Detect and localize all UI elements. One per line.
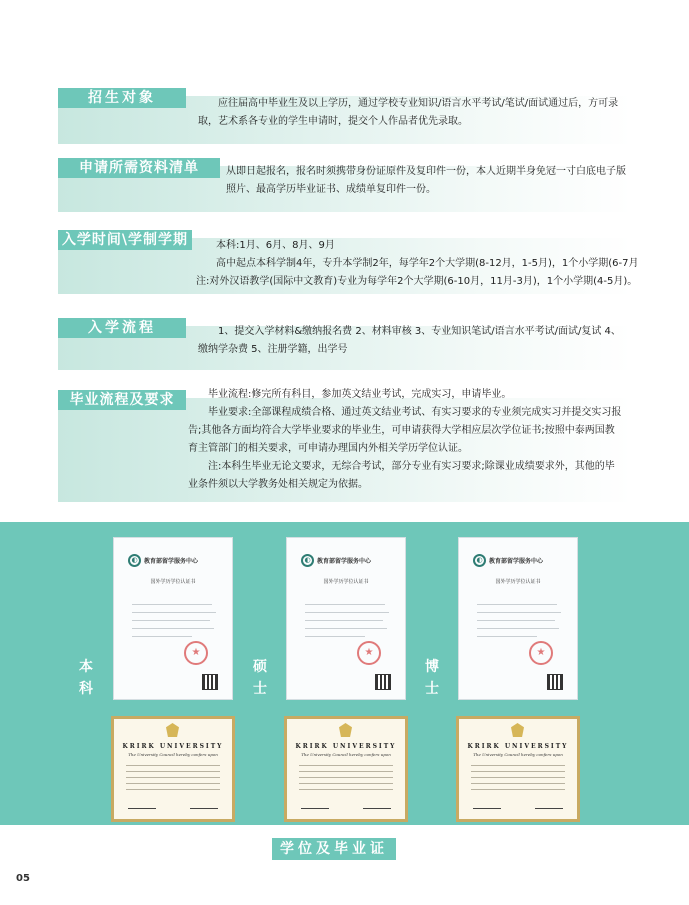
- crest-icon: [339, 723, 352, 737]
- section-enrollment-time: [58, 230, 639, 294]
- section-label: 招生对象: [58, 88, 186, 108]
- paragraph: 应往届高中毕业生及以上学历，通过学校专业知识/语言水平考试/笔试/面试通过后，方可录取，艺术系各专业的学生申请时，提交个人作品者优先录取。: [198, 98, 619, 127]
- signature-icon: [535, 808, 563, 809]
- section-label: 申请所需资料清单: [58, 158, 220, 178]
- section-body: [198, 323, 624, 359]
- section-label: 入学时间\学制学期: [58, 230, 192, 250]
- paragraph: 1、提交入学材料&缴纳报名费 2、材料审核 3、专业知识笔试/语言水平考试/面试/复试 4、缴纳学杂费 5、注册学籍，出学号: [198, 326, 621, 355]
- qr-code-icon: [375, 674, 391, 690]
- section-label: 毕业流程及要求: [58, 390, 186, 410]
- certificate-image: [458, 537, 578, 700]
- seal-icon: ★: [184, 641, 208, 665]
- paragraph: 注:本科生毕业无论文要求，无综合考试，部分专业有实习要求;除课业成绩要求外，其他的毕业条件须以大学教务处相关规定为依据。: [188, 461, 615, 490]
- diploma-tagline: The University Council hereby confers upon: [301, 752, 391, 757]
- degree-label-bachelor: 本 科: [79, 659, 93, 697]
- diploma-image: [111, 716, 235, 822]
- section-body: [188, 386, 622, 494]
- certificate-title: 国外学历学位认证书: [495, 579, 541, 585]
- paragraph: 毕业要求:全部课程成绩合格、通过英文结业考试、有实习要求的专业须完成实习并提交实习报告;其他各方面均符合大学毕业要求的毕业生，可申请获得大学相应层次学位证书;按照中泰两国教育主管部门的相关要求，可申请办理国内外相关学历学位认证。: [188, 407, 622, 454]
- section-body: [196, 237, 639, 291]
- footer-title: 学位及毕业证书: [272, 838, 396, 860]
- seal-icon: ★: [357, 641, 381, 665]
- signature-icon: [473, 808, 501, 809]
- signature-icon: [301, 808, 329, 809]
- crest-icon: [511, 723, 524, 737]
- certificate-image: [286, 537, 406, 700]
- section-required-materials: [58, 158, 632, 212]
- certificate-image: [113, 537, 233, 700]
- certificate-title: 国外学历学位认证书: [150, 579, 196, 585]
- diploma-university: KRIRK UNIVERSITY: [122, 743, 224, 750]
- paragraph: 高中起点本科学制4年，专升本学制2年，每学年2个大学期(8-12月，1-5月)，1个小学期(6-7月: [216, 258, 639, 269]
- diploma-image: [456, 716, 580, 822]
- paragraph: 本科:1月、6月、8月、9月: [216, 240, 335, 251]
- section-admission-target: [58, 88, 632, 144]
- signature-icon: [128, 808, 156, 809]
- diploma-image: [284, 716, 408, 822]
- degree-label-master: 硕 士: [253, 659, 267, 697]
- paragraph: 毕业流程:修完所有科目，参加英文结业考试，完成实习，申请毕业。: [208, 389, 512, 400]
- certificate-title: 国外学历学位认证书: [323, 579, 369, 585]
- crest-icon: [166, 723, 179, 737]
- seal-icon: ★: [529, 641, 553, 665]
- certificate-org: 教育部留学服务中心: [489, 558, 544, 565]
- diploma-tagline: The University Council hereby confers upon: [128, 752, 218, 757]
- section-enrollment-process: [58, 318, 632, 370]
- qr-code-icon: [547, 674, 563, 690]
- certificate-org: 教育部留学服务中心: [144, 558, 199, 565]
- ministry-logo-icon: ◐: [128, 554, 141, 567]
- signature-icon: [363, 808, 391, 809]
- degree-label-doctor: 博 士: [425, 659, 439, 697]
- diploma-university: KRIRK UNIVERSITY: [467, 743, 569, 750]
- certificate-org: 教育部留学服务中心: [317, 558, 372, 565]
- section-body: [198, 95, 620, 131]
- section-graduation: [58, 390, 632, 502]
- page-number: 05: [16, 873, 30, 884]
- ministry-logo-icon: ◐: [301, 554, 314, 567]
- section-label: 入学流程: [58, 318, 186, 338]
- diploma-tagline: The University Council hereby confers upon: [473, 752, 563, 757]
- qr-code-icon: [202, 674, 218, 690]
- section-body: [226, 163, 626, 199]
- paragraph: 注:对外汉语教学(国际中文教育)专业为每学年2个大学期(6-10月，11月-3月)，1个小学期(4-5月)。: [196, 276, 638, 287]
- ministry-logo-icon: ◐: [473, 554, 486, 567]
- paragraph: 从即日起报名，报名时须携带身份证原件及复印件一份，本人近期半身免冠一寸白底电子版照片、最高学历毕业证书、成绩单复印件一份。: [226, 166, 626, 195]
- signature-icon: [190, 808, 218, 809]
- diploma-university: KRIRK UNIVERSITY: [295, 743, 397, 750]
